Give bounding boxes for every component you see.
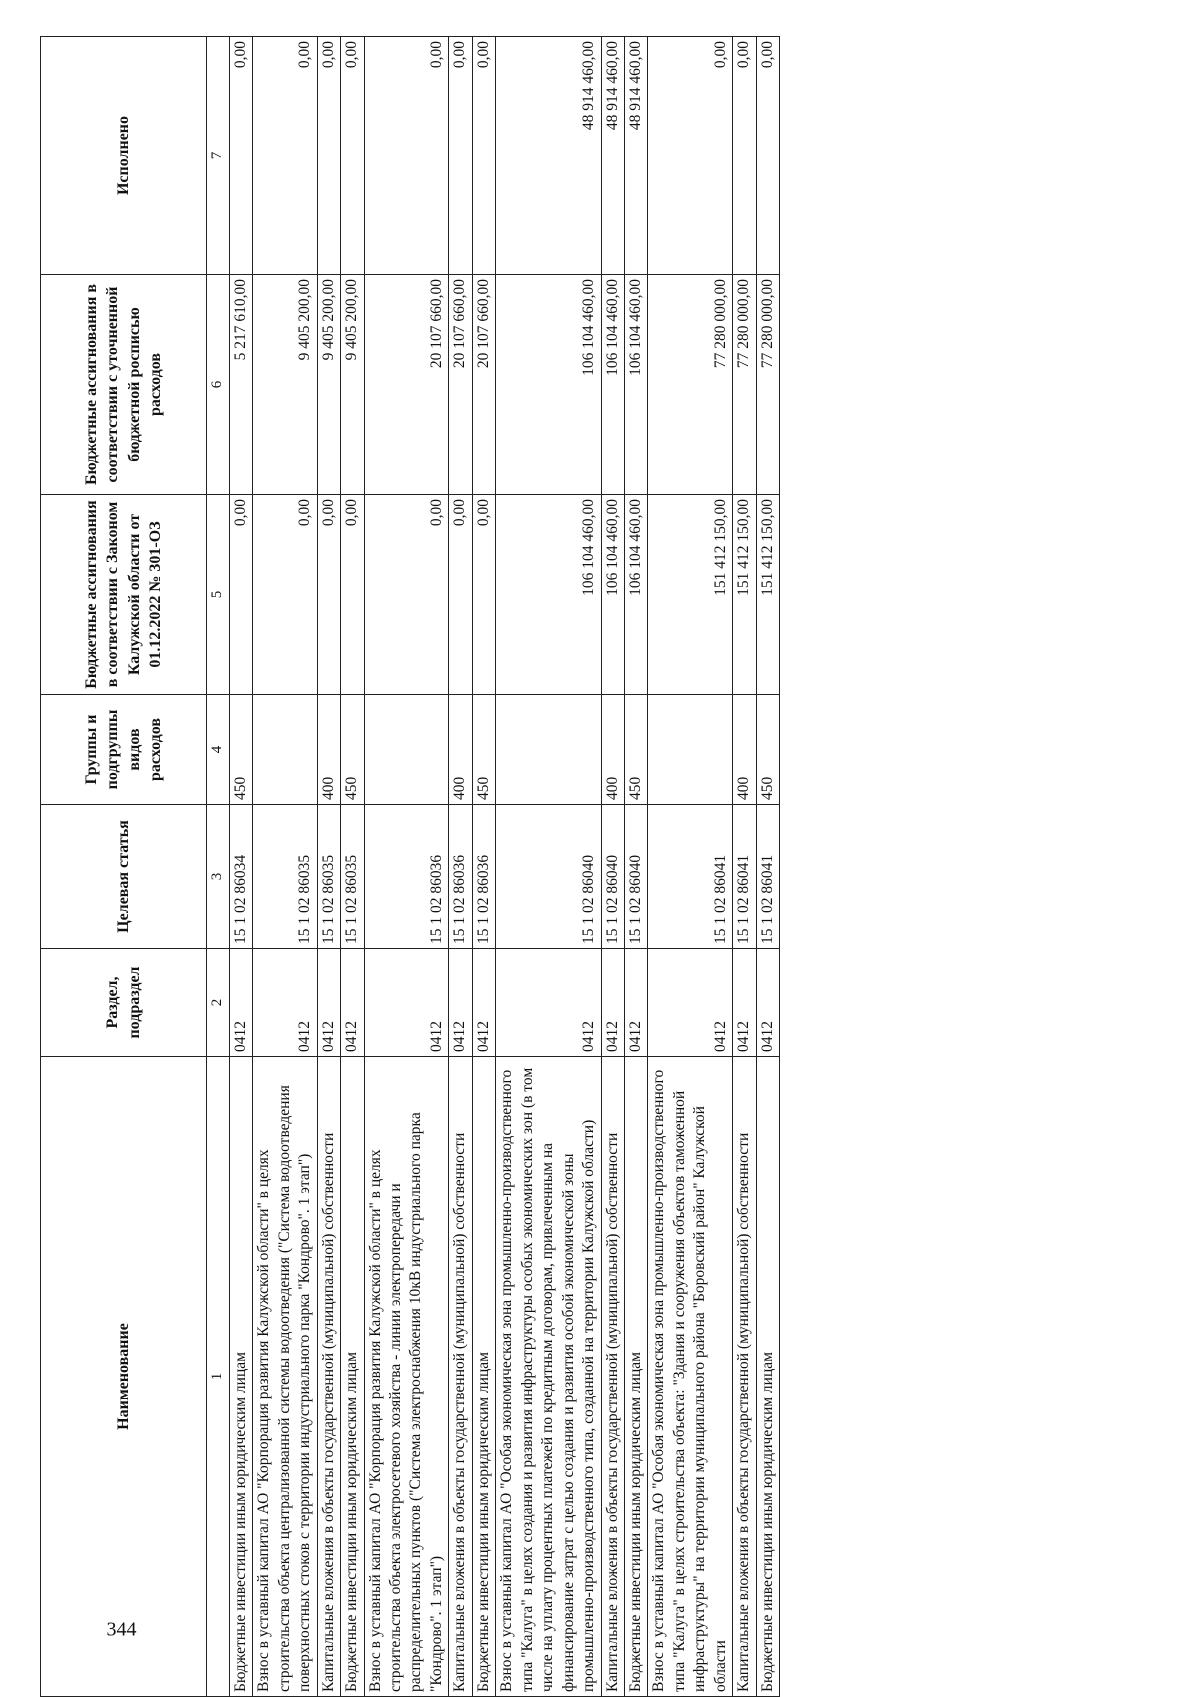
row-executed-amount: 0,00: [229, 37, 252, 275]
row-law-amount: 151 412 150,00: [648, 495, 733, 695]
column-number: 7: [207, 37, 230, 275]
row-name: Бюджетные инвестиции иным юридическим лицам: [229, 1057, 252, 1697]
row-article: 15 1 02 86035: [253, 805, 317, 949]
table-row: [624, 37, 647, 1697]
row-refined-amount: 5 217 610,00: [229, 275, 252, 495]
row-executed-amount: 0,00: [733, 37, 756, 275]
row-refined-amount: 9 405 200,00: [317, 275, 340, 495]
header-article: Целевая статья: [41, 805, 207, 949]
row-section: 0412: [733, 949, 756, 1057]
row-executed-amount: 0,00: [449, 37, 472, 275]
row-executed-amount: 0,00: [317, 37, 340, 275]
row-group: 400: [733, 695, 756, 805]
row-name: Бюджетные инвестиции иным юридическим лицам: [341, 1057, 364, 1697]
row-refined-amount: 106 104 460,00: [624, 275, 647, 495]
row-section: 0412: [624, 949, 647, 1057]
row-law-amount: 0,00: [472, 495, 495, 695]
row-name: Капитальные вложения в объекты государственной (муниципальной) собственности: [449, 1057, 472, 1697]
column-number: 5: [207, 495, 230, 695]
header-refined: Бюджетные ассигнования в соответствии с уточненной бюджетной росписью расходов: [41, 275, 207, 495]
row-group: 450: [472, 695, 495, 805]
row-article: 15 1 02 86036: [472, 805, 495, 949]
row-article: 15 1 02 86036: [449, 805, 472, 949]
budget-table: [40, 36, 780, 1697]
page-number: 344: [106, 1618, 137, 1641]
column-number: 4: [207, 695, 230, 805]
row-section: 0412: [756, 949, 779, 1057]
header-law: Бюджетные ассигнования в соответствии с Законом Калужской области от 01.12.2022 № 301-ОЗ: [41, 495, 207, 695]
row-law-amount: 0,00: [317, 495, 340, 695]
row-name: Капитальные вложения в объекты государственной (муниципальной) собственности: [733, 1057, 756, 1697]
row-refined-amount: 106 104 460,00: [601, 275, 624, 495]
row-article: 15 1 02 86041: [648, 805, 733, 949]
row-executed-amount: 48 914 460,00: [601, 37, 624, 275]
table-row: [496, 37, 601, 1697]
row-name: Капитальные вложения в объекты государственной (муниципальной) собственности: [317, 1057, 340, 1697]
row-article: 15 1 02 86041: [756, 805, 779, 949]
row-name: Бюджетные инвестиции иным юридическим лицам: [756, 1057, 779, 1697]
header-section: Раздел, подраздел: [41, 949, 207, 1057]
table-row: [601, 37, 624, 1697]
row-executed-amount: 48 914 460,00: [496, 37, 601, 275]
table-row: [317, 37, 340, 1697]
row-executed-amount: 0,00: [756, 37, 779, 275]
row-group: [496, 695, 601, 805]
row-name: Взнос в уставный капитал АО "Корпорация развития Калужской области" в целях строительства объекта электросетевого хозяйства - линии электропередачи и распределительных пунктов ("Система электроснабжения 10кВ индустриального парка "Кондрово". 1 этап"): [364, 1057, 449, 1697]
row-group: 400: [317, 695, 340, 805]
table-row: [229, 37, 252, 1697]
row-law-amount: 106 104 460,00: [601, 495, 624, 695]
row-executed-amount: 0,00: [253, 37, 317, 275]
row-article: 15 1 02 86040: [624, 805, 647, 949]
row-group: [253, 695, 317, 805]
row-law-amount: 106 104 460,00: [496, 495, 601, 695]
row-name: Взнос в уставный капитал АО "Особая экономическая зона промышленно-производственного типа "Калуга" в целях строительства объекта: "Здания и сооружения объектов таможенной инфраструктуры" на территории муниципального района "Боровский район" Калужской области: [648, 1057, 733, 1697]
row-name: Взнос в уставный капитал АО "Корпорация развития Калужской области" в целях строительства объекта централизованной системы водоотведения ("Система водоотведения поверхностных стоков с территории индустриального парка "Кондрово". 1 этап"): [253, 1057, 317, 1697]
row-group: 450: [229, 695, 252, 805]
row-section: 0412: [317, 949, 340, 1057]
row-law-amount: 0,00: [341, 495, 364, 695]
table-row: [341, 37, 364, 1697]
row-law-amount: 0,00: [449, 495, 472, 695]
table-body: [229, 37, 779, 1697]
row-law-amount: 151 412 150,00: [733, 495, 756, 695]
table-row: [364, 37, 449, 1697]
row-refined-amount: 77 280 000,00: [756, 275, 779, 495]
column-number: 6: [207, 275, 230, 495]
header-group: Группы и подгруппы видов расходов: [41, 695, 207, 805]
column-number: 2: [207, 949, 230, 1057]
header-name: Наименование: [41, 1057, 207, 1697]
column-number-row: [207, 37, 230, 1697]
column-number: 1: [207, 1057, 230, 1697]
row-refined-amount: 9 405 200,00: [341, 275, 364, 495]
row-executed-amount: 0,00: [472, 37, 495, 275]
table-row: [756, 37, 779, 1697]
row-law-amount: 0,00: [229, 495, 252, 695]
row-executed-amount: 0,00: [341, 37, 364, 275]
row-group: 450: [341, 695, 364, 805]
row-law-amount: 0,00: [364, 495, 449, 695]
row-refined-amount: 106 104 460,00: [496, 275, 601, 495]
row-refined-amount: 77 280 000,00: [648, 275, 733, 495]
row-section: 0412: [229, 949, 252, 1057]
column-number: 3: [207, 805, 230, 949]
table-row: [472, 37, 495, 1697]
row-article: 15 1 02 86040: [601, 805, 624, 949]
row-section: 0412: [364, 949, 449, 1057]
row-executed-amount: 0,00: [364, 37, 449, 275]
row-article: 15 1 02 86040: [496, 805, 601, 949]
row-name: Бюджетные инвестиции иным юридическим лицам: [472, 1057, 495, 1697]
row-refined-amount: 77 280 000,00: [733, 275, 756, 495]
row-executed-amount: 0,00: [648, 37, 733, 275]
row-refined-amount: 20 107 660,00: [364, 275, 449, 495]
row-law-amount: 151 412 150,00: [756, 495, 779, 695]
row-refined-amount: 20 107 660,00: [449, 275, 472, 495]
row-section: 0412: [648, 949, 733, 1057]
row-section: 0412: [341, 949, 364, 1057]
row-name: Капитальные вложения в объекты государственной (муниципальной) собственности: [601, 1057, 624, 1697]
row-article: 15 1 02 86036: [364, 805, 449, 949]
row-section: 0412: [449, 949, 472, 1057]
row-section: 0412: [253, 949, 317, 1057]
row-group: [648, 695, 733, 805]
row-law-amount: 0,00: [253, 495, 317, 695]
row-refined-amount: 9 405 200,00: [253, 275, 317, 495]
row-group: [364, 695, 449, 805]
table-row: [449, 37, 472, 1697]
table-row: [253, 37, 317, 1697]
header-executed: Исполнено: [41, 37, 207, 275]
row-group: 400: [449, 695, 472, 805]
row-law-amount: 106 104 460,00: [624, 495, 647, 695]
table-row: [733, 37, 756, 1697]
row-article: 15 1 02 86034: [229, 805, 252, 949]
row-name: Бюджетные инвестиции иным юридическим лицам: [624, 1057, 647, 1697]
row-section: 0412: [472, 949, 495, 1057]
row-article: 15 1 02 86041: [733, 805, 756, 949]
row-name: Взнос в уставный капитал АО "Особая экономическая зона промышленно-производственного типа "Калуга" в целях создания и развития инфраструктуры особых экономических зон (в том числе на уплату процентных платежей по кредитным договорам, привлеченным на финансирование затрат с целью создания и развития особой экономической зоны промышленно-производственного типа, созданной на территории Калужской области): [496, 1057, 601, 1697]
row-group: 450: [624, 695, 647, 805]
row-article: 15 1 02 86035: [341, 805, 364, 949]
row-refined-amount: 20 107 660,00: [472, 275, 495, 495]
row-section: 0412: [496, 949, 601, 1057]
row-article: 15 1 02 86035: [317, 805, 340, 949]
row-group: 400: [601, 695, 624, 805]
page-content: [40, 37, 1160, 1697]
table-row: [648, 37, 733, 1697]
row-executed-amount: 48 914 460,00: [624, 37, 647, 275]
row-group: 450: [756, 695, 779, 805]
row-section: 0412: [601, 949, 624, 1057]
rotated-page: [40, 37, 1160, 1697]
